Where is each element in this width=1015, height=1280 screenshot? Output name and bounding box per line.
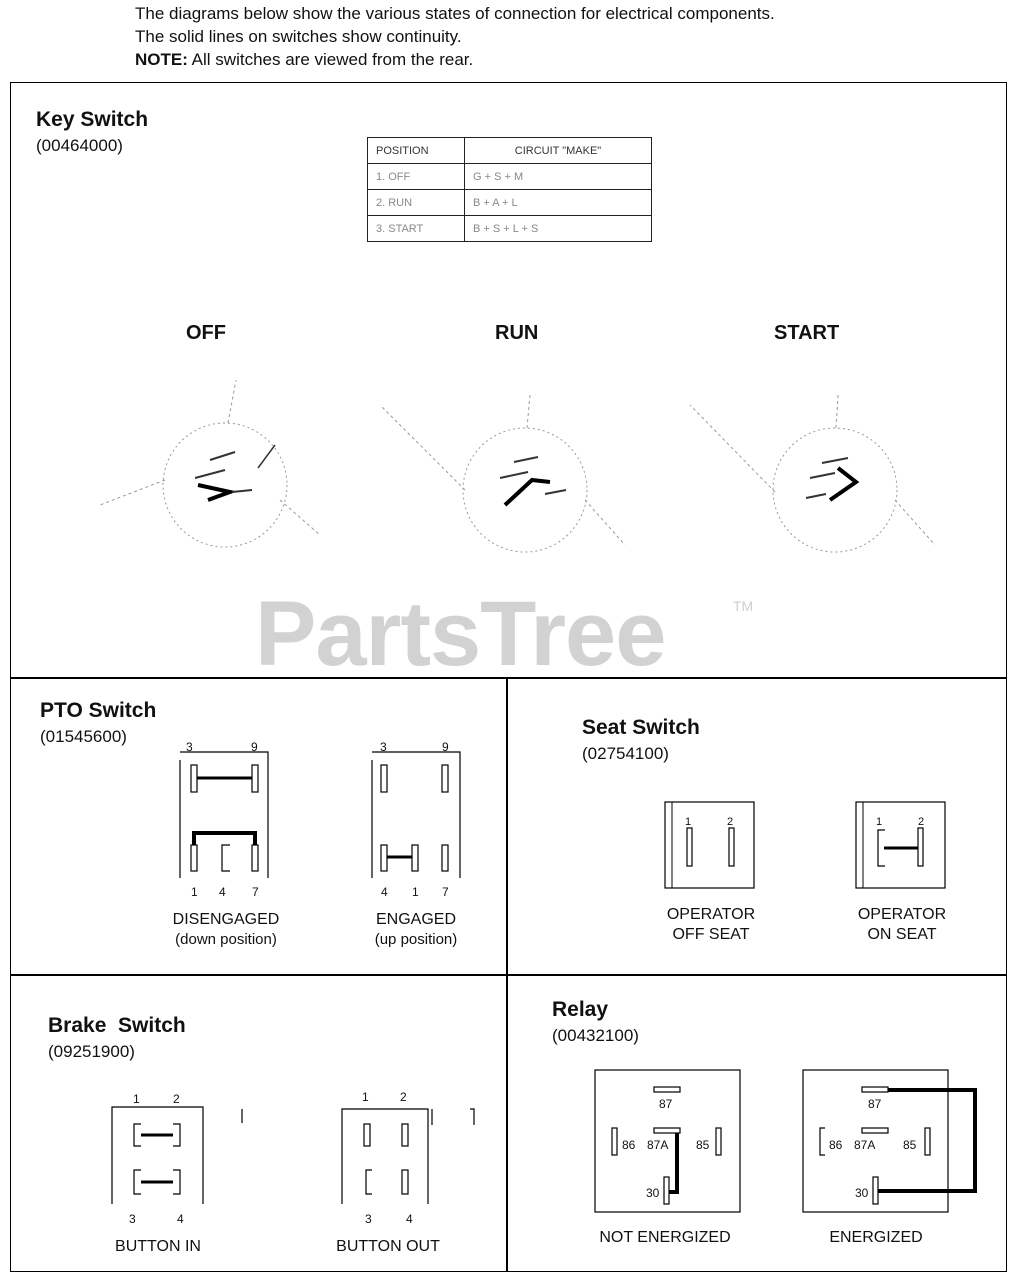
table-cell: 1. OFF	[368, 164, 465, 190]
pto-engaged-pin-7: 7	[442, 885, 449, 899]
partstree-watermark: PartsTree	[255, 583, 666, 685]
pto-engaged-sub: (up position)	[374, 931, 458, 948]
relay-ne-terminal-30: 30	[646, 1186, 660, 1200]
seat-off-pin-2: 2	[727, 816, 734, 828]
pto-engaged-pin-4: 4	[381, 885, 388, 899]
pto-engaged-state: ENGAGED	[375, 911, 456, 928]
seat-switch-off-seat	[665, 802, 754, 888]
pto-engaged-label	[355, 910, 477, 950]
key-switch-title: Key Switch	[36, 108, 149, 131]
relay-e-terminal-30: 30	[855, 1186, 869, 1200]
brake-out-pin-1: 1	[362, 1090, 369, 1104]
brake-in-pin-1: 1	[133, 1092, 140, 1106]
seat-off-label	[650, 905, 772, 945]
pto-disengaged-pin-4: 4	[219, 885, 226, 899]
pto-disengaged-label	[160, 910, 292, 950]
seat-off-line-1: OPERATOR	[666, 906, 756, 923]
relay-e-terminal-85: 85	[903, 1138, 917, 1152]
intro-line-2: The solid lines on switches show continuity.	[135, 27, 462, 46]
seat-on-pin-2: 2	[918, 816, 925, 828]
relay-not-energized-label: NOT ENERGIZED	[599, 1229, 731, 1246]
pto-disengaged-pin-9: 9	[251, 740, 258, 754]
pto-switch-engaged	[372, 752, 460, 878]
seat-on-line-2: ON SEAT	[867, 926, 937, 943]
seat-off-line-2: OFF SEAT	[672, 926, 750, 943]
brake-switch-button-out	[342, 1109, 474, 1204]
relay-title: Relay	[552, 998, 609, 1021]
relay-part-number: (00432100)	[552, 1026, 639, 1045]
relay-e-terminal-87: 87	[868, 1097, 882, 1111]
note-label: NOTE:	[135, 50, 188, 69]
pto-disengaged-state: DISENGAGED	[172, 911, 280, 928]
relay-e-terminal-87a: 87A	[854, 1138, 876, 1152]
relay-ne-terminal-87a: 87A	[647, 1138, 669, 1152]
intro-line-1: The diagrams below show the various states of connection for electrical components.	[135, 4, 775, 23]
brake-in-pin-4: 4	[177, 1212, 184, 1226]
pto-disengaged-pin-3: 3	[186, 740, 193, 754]
brake-out-pin-2: 2	[400, 1090, 407, 1104]
seat-switch-on-seat	[856, 802, 945, 888]
brake-in-label: BUTTON IN	[115, 1238, 201, 1255]
brake-in-pin-2: 2	[173, 1092, 180, 1106]
brake-switch-button-in	[112, 1107, 242, 1204]
pto-engaged-pin-1: 1	[412, 885, 419, 899]
brake-switch-part-number: (09251900)	[48, 1042, 135, 1061]
key-position-run-label: RUN	[495, 322, 539, 344]
table-cell: 3. START	[368, 216, 465, 242]
note-text: All switches are viewed from the rear.	[187, 50, 474, 69]
pto-disengaged-sub: (down position)	[175, 931, 277, 948]
relay-e-terminal-86: 86	[829, 1138, 843, 1152]
key-switch-part-number: (00464000)	[36, 136, 123, 155]
pto-disengaged-pin-7: 7	[252, 885, 259, 899]
key-dial-start	[690, 395, 935, 552]
seat-switch-part-number: (02754100)	[582, 744, 669, 763]
relay-ne-terminal-85: 85	[696, 1138, 710, 1152]
relay-energized-label: ENERGIZED	[829, 1229, 923, 1246]
key-position-off-label: OFF	[186, 322, 226, 344]
seat-off-pin-1: 1	[685, 816, 692, 828]
seat-on-label	[841, 905, 963, 945]
key-position-start-label: START	[774, 322, 840, 344]
seat-on-pin-1: 1	[876, 816, 883, 828]
table-cell: 2. RUN	[368, 190, 465, 216]
table-header-position: POSITION	[368, 138, 465, 164]
table-header-circuit: CIRCUIT "MAKE"	[465, 138, 652, 164]
relay-ne-terminal-86: 86	[622, 1138, 636, 1152]
brake-out-pin-4: 4	[406, 1212, 413, 1226]
pto-disengaged-pin-1: 1	[191, 885, 198, 899]
brake-out-pin-3: 3	[365, 1212, 372, 1226]
table-cell: B + S + L + S	[465, 216, 652, 242]
brake-out-label: BUTTON OUT	[336, 1238, 440, 1255]
table-cell: B + A + L	[465, 190, 652, 216]
key-dial-run	[380, 395, 625, 552]
seat-switch-title: Seat Switch	[582, 716, 700, 739]
pto-switch-title: PTO Switch	[40, 699, 157, 722]
seat-on-line-1: OPERATOR	[857, 906, 947, 923]
pto-switch-disengaged	[180, 752, 268, 878]
key-dial-off	[100, 380, 320, 547]
brake-in-pin-3: 3	[129, 1212, 136, 1226]
trademark-mark: TM	[733, 598, 754, 614]
pto-switch-part-number: (01545600)	[40, 727, 127, 746]
table-cell: G + S + M	[465, 164, 652, 190]
relay-ne-terminal-87: 87	[659, 1097, 673, 1111]
brake-switch-title: Brake Switch	[48, 1014, 186, 1037]
pto-engaged-pin-3: 3	[380, 740, 387, 754]
pto-engaged-pin-9: 9	[442, 740, 449, 754]
